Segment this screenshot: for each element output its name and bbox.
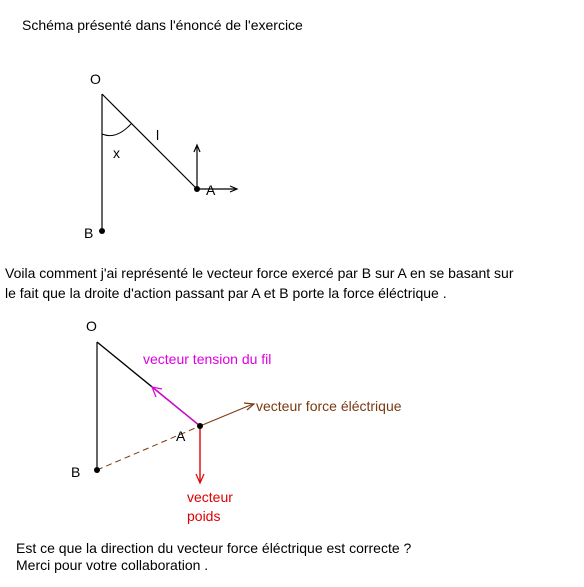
tension-vector — [152, 387, 200, 426]
electric-force-label: vecteur force éléctrique — [256, 398, 402, 414]
question-line-2: Merci pour votre collaboration . — [16, 557, 209, 573]
point-b-2 — [94, 467, 100, 473]
tension-label: vecteur tension du fil — [143, 351, 272, 367]
label-b-2: B — [71, 464, 81, 480]
electric-force-arrow-head — [244, 403, 254, 410]
label-a-2: A — [176, 428, 186, 444]
label-o-1: O — [90, 71, 101, 87]
page-heading: Schéma présenté dans l'énoncé de l'exercice — [22, 17, 303, 33]
label-x: x — [113, 145, 120, 161]
point-a-2 — [197, 423, 203, 429]
weight-label-line-1: vecteur — [187, 489, 233, 505]
electric-force-vector — [200, 404, 253, 426]
weight-label-line-2: poids — [187, 508, 221, 524]
label-b-1: B — [84, 225, 94, 240]
paragraph-line-2: le fait que la droite d'action passant par A et B porte la force éléctrique . — [5, 285, 447, 301]
label-o-2: O — [86, 318, 97, 334]
question-line-1: Est ce que la direction du vecteur force éléctrique est correcte ? — [16, 540, 412, 556]
label-l: l — [156, 127, 160, 143]
label-a-1: A — [206, 182, 216, 198]
paragraph-line-1: Voila comment j'ai représenté le vecteur force exercé par B sur A en se basant sur — [5, 265, 514, 281]
